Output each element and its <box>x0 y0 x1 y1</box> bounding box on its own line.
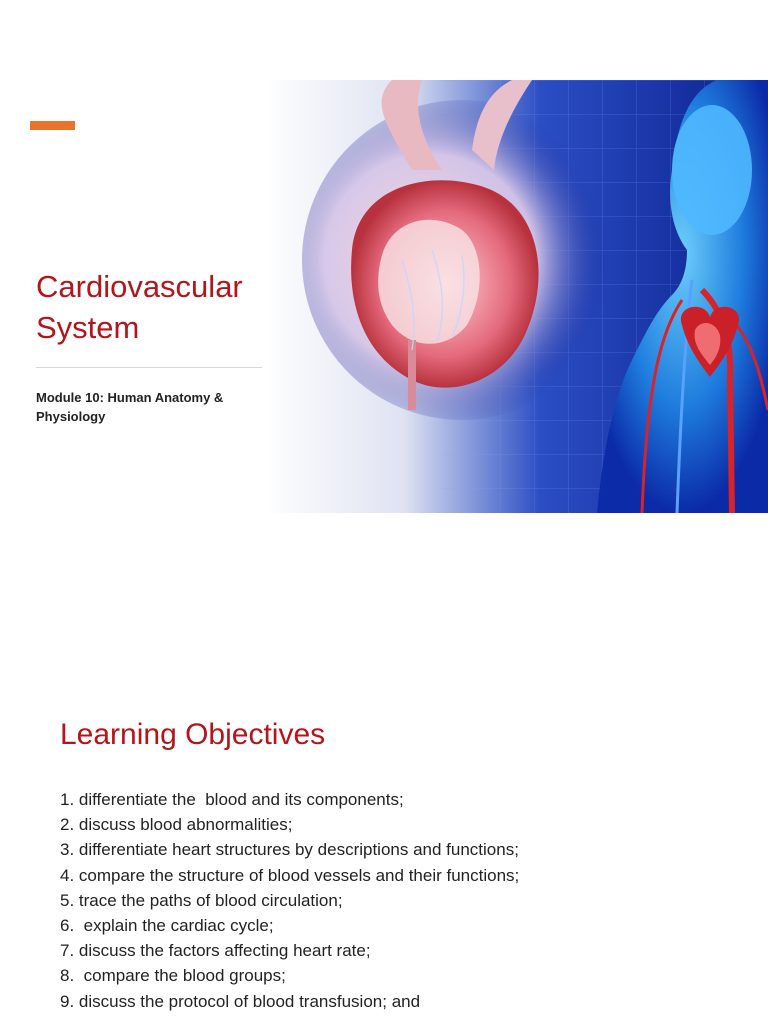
slide-subtitle: Module 10: Human Anatomy & Physiology <box>36 390 224 424</box>
accent-bar <box>30 121 75 130</box>
list-item: 5. trace the paths of blood circulation; <box>60 890 343 910</box>
learning-objectives-title: Learning Objectives <box>60 718 326 751</box>
list-item: 1. differentiate the blood and its components; <box>60 790 404 809</box>
title-divider <box>36 367 282 368</box>
objectives-list <box>60 787 760 1014</box>
list-item: 8. compare the blood groups; <box>60 966 286 986</box>
list-item: 2. discuss blood abnormalities; <box>60 815 293 835</box>
list-item: 4. compare the structure of blood vessels and their functions; <box>60 865 520 885</box>
slide-title: Cardiovascular System <box>36 269 243 345</box>
list-item: 3. differentiate heart structures by descriptions and functions; <box>60 840 519 860</box>
title-slide <box>0 80 768 513</box>
list-item: 7. discuss the factors affecting heart rate; <box>60 941 371 961</box>
list-item: 6. explain the cardiac cycle; <box>60 916 274 936</box>
cardiovascular-illustration <box>262 80 768 513</box>
list-item: 9. discuss the protocol of blood transfusion; and <box>60 991 421 1011</box>
